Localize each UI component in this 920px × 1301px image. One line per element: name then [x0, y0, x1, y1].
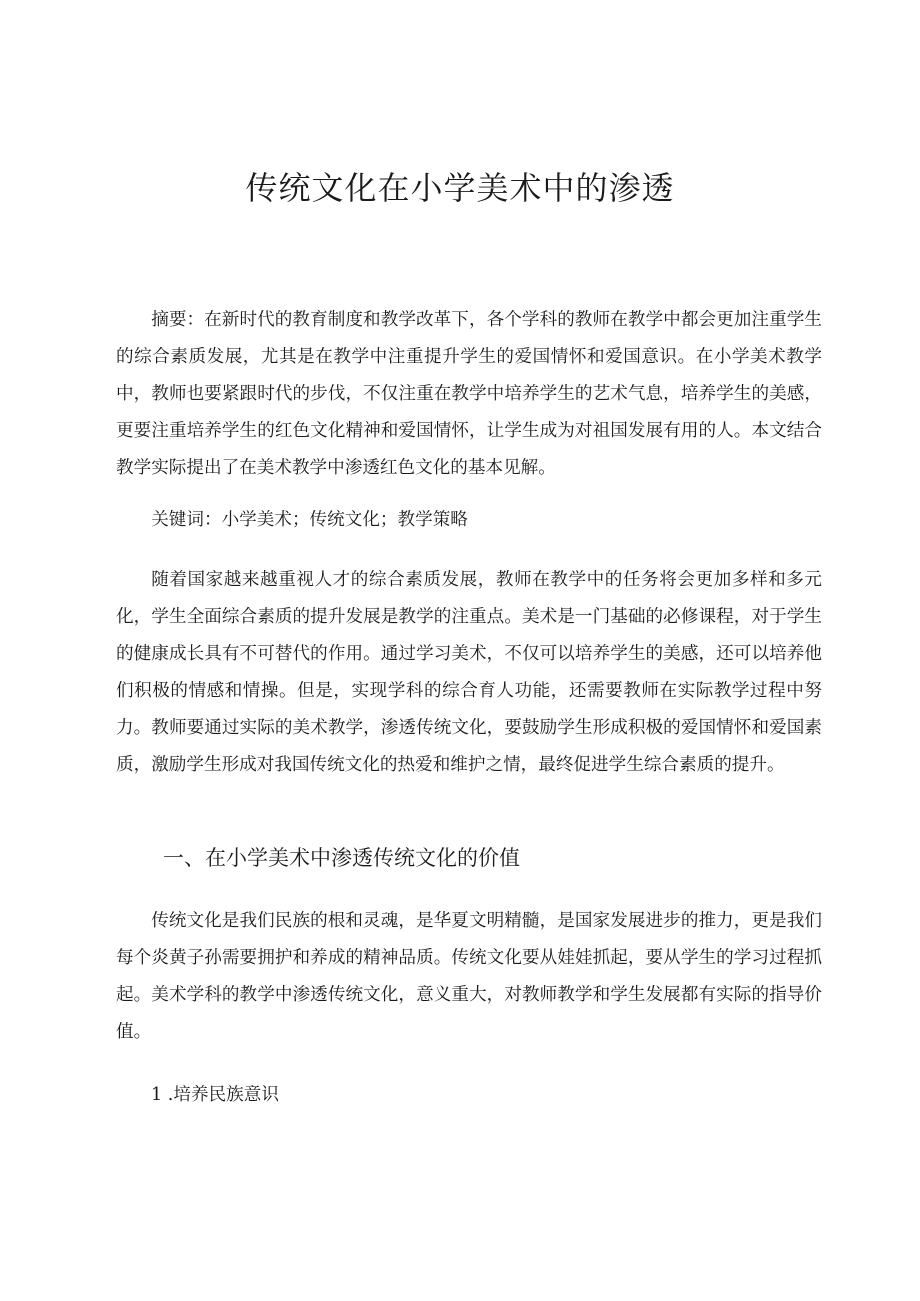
section-heading: 一、在小学美术中渗透传统文化的价值 [163, 846, 520, 870]
abstract-paragraph: 摘要：在新时代的教育制度和教学改革下，各个学科的教师在教学中都会更加注重学生的综合素质发展，尤其是在教学中注重提升学生的爱国情怀和爱国意识。在小学美术教学中，教师也要紧跟时代的步伐，不仅注重在教学中培养学生的艺术气息，培养学生的美感，更要注重培养学生的红色文化精神和爱国情怀，让学生成为对祖国发展有用的人。本文结合教学实际提出了在美术教学中渗透红色文化的基本见解。 [116, 310, 822, 478]
subsection-heading: 1 .培养民族意识 [151, 1085, 279, 1105]
intro-paragraph: 随着国家越来越重视人才的综合素质发展，教师在教学中的任务将会更加多样和多元化，学生全面综合素质的提升发展是教学的注重点。美术是一门基础的必修课程，对于学生的健康成长具有不可替代的作用。通过学习美术，不仅可以培养学生的美感，还可以培养他们积极的情感和情操。但是，实现学科的综合育人功能，还需要教师在实际教学过程中努力。教师要通过实际的美术教学，渗透传统文化，要鼓励学生形成积极的爱国情怀和爱国素质，激励学生形成对我国传统文化的热爱和维护之情，最终促进学生综合素质的提升。 [116, 570, 822, 775]
keywords-line: 关键词：小学美术；传统文化；教学策略 [151, 510, 468, 530]
section-paragraph: 传统文化是我们民族的根和灵魂，是华夏文明精髓，是国家发展进步的推力，更是我们每个炎黄子孙需要拥护和养成的精神品质。传统文化要从娃娃抓起，要从学生的学习过程抓起。美术学科的教学中渗透传统文化，意义重大，对教师教学和学生发展都有实际的指导价值。 [116, 911, 822, 1042]
document-title: 传统文化在小学美术中的渗透 [245, 169, 675, 207]
